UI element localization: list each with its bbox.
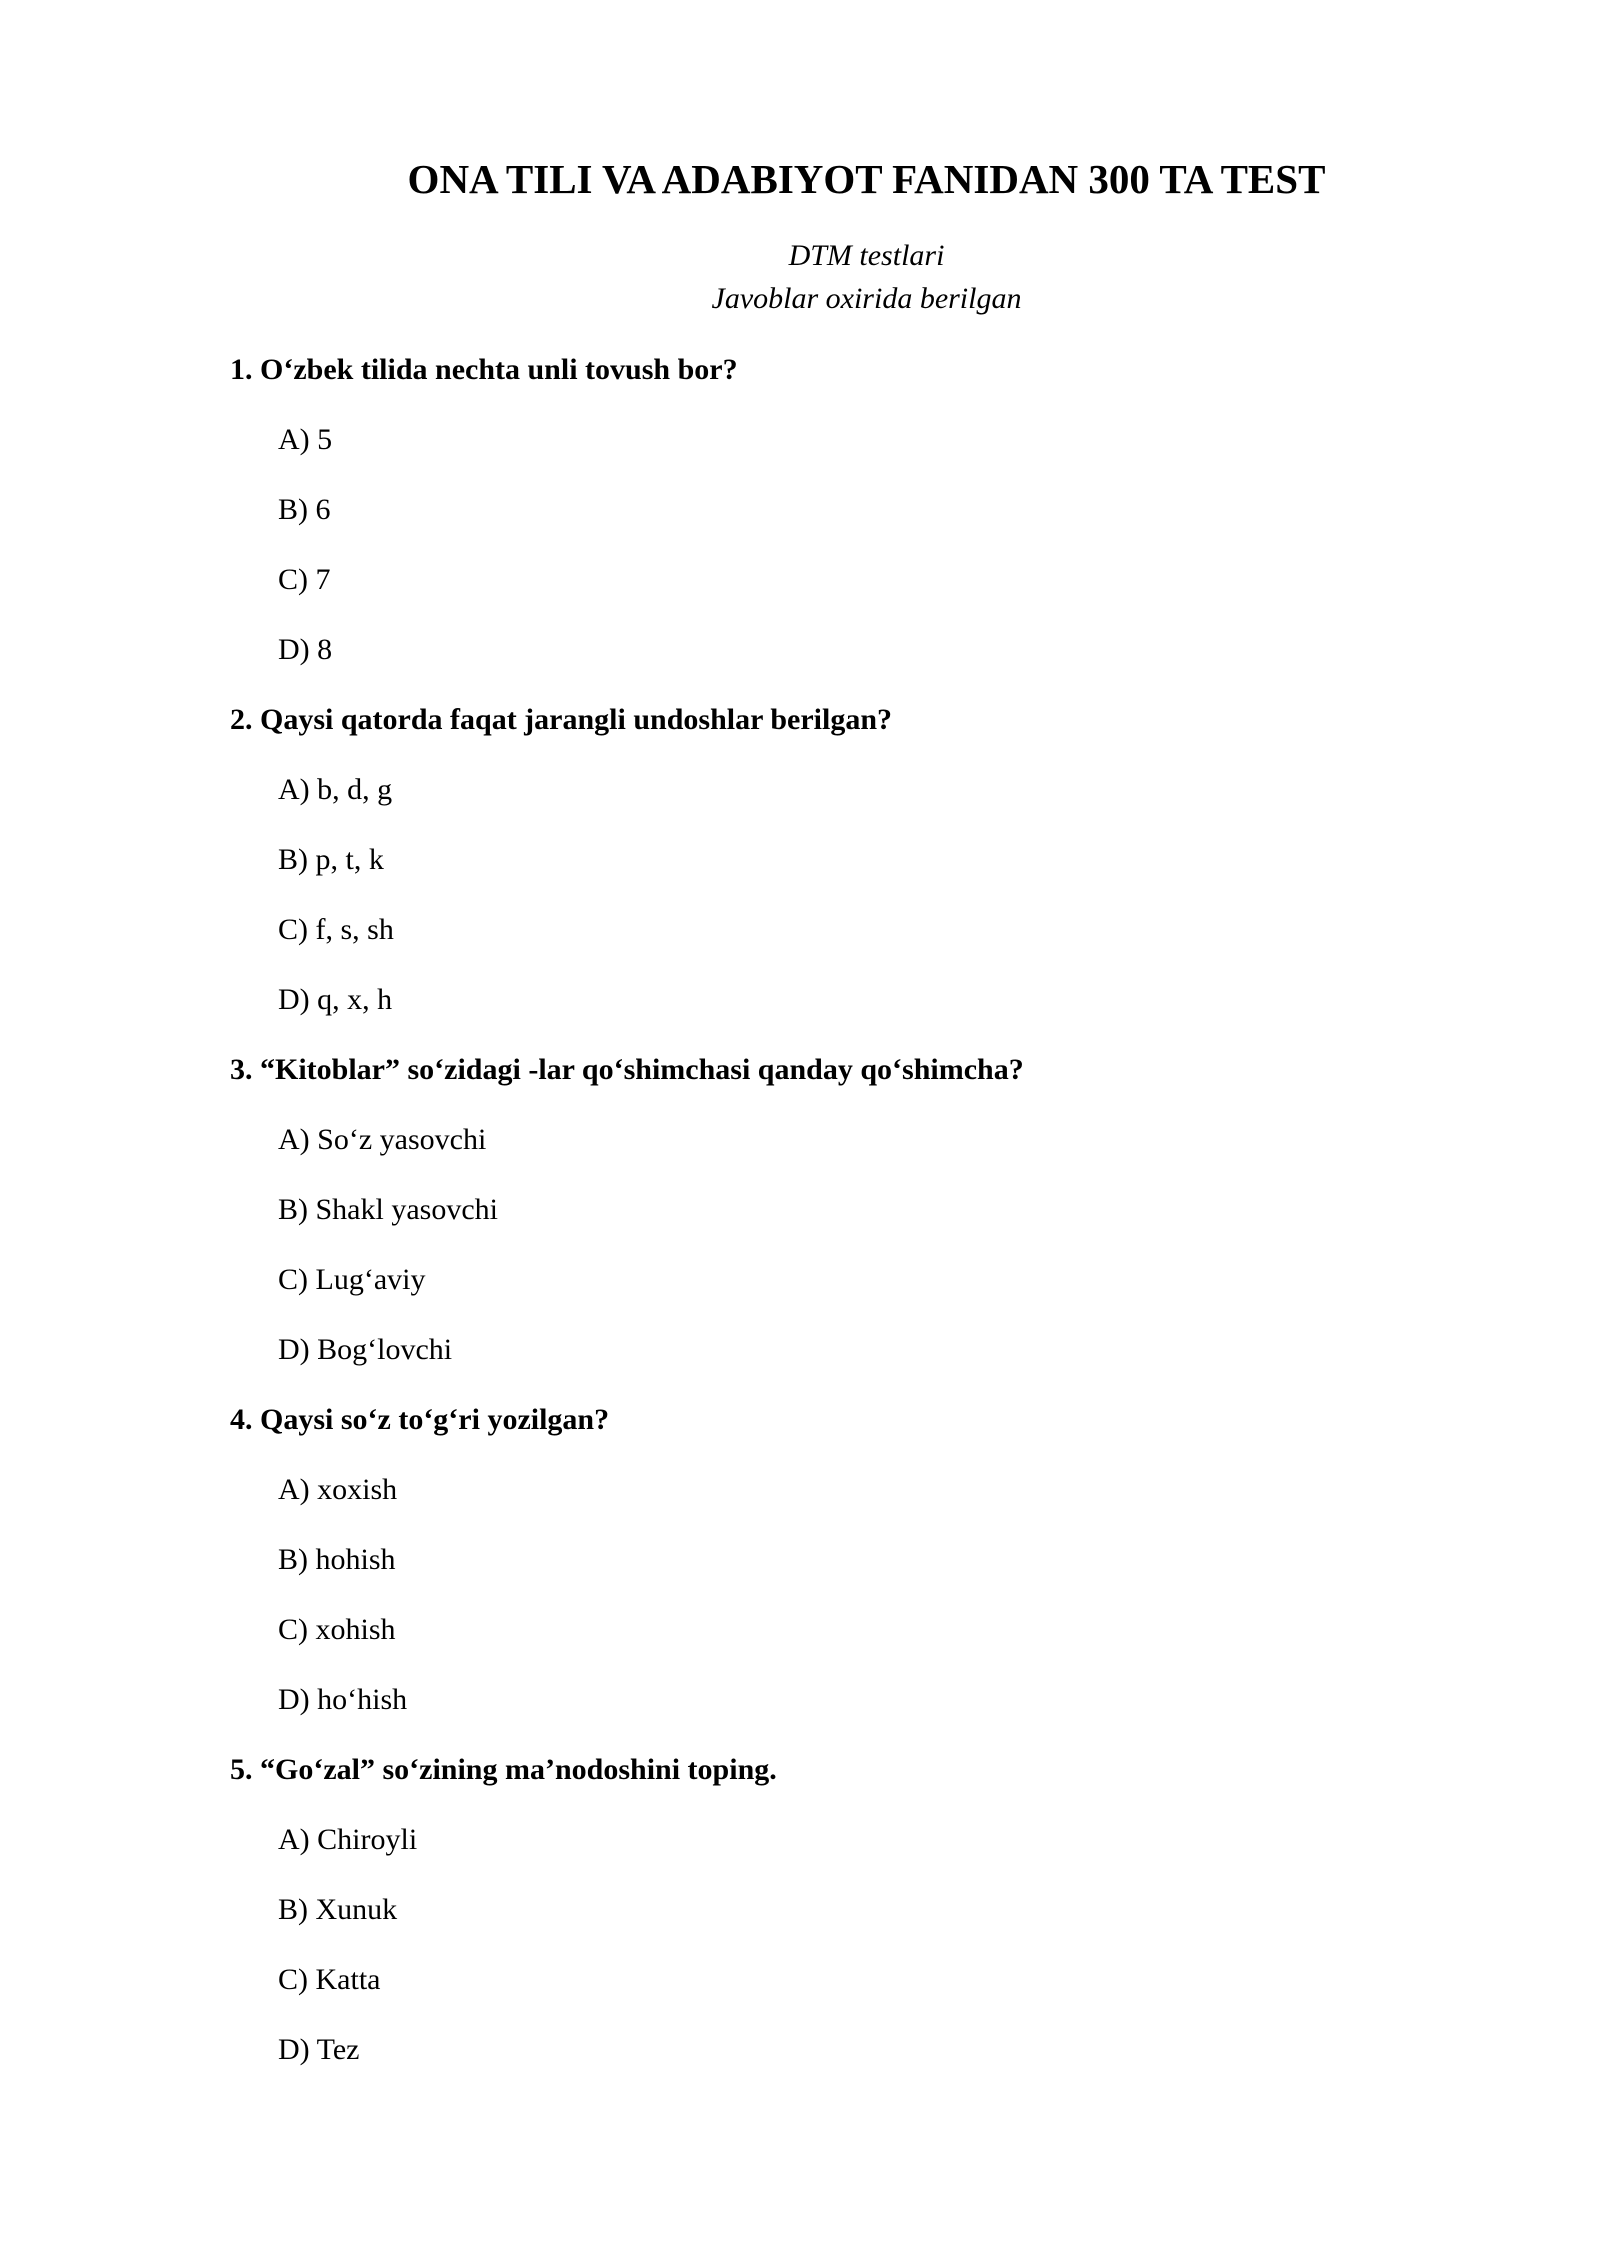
question-list xyxy=(230,344,1430,2094)
subtitle-line-1: DTM testlari xyxy=(788,239,945,272)
answer-option: A) 5 xyxy=(278,423,333,456)
question-item xyxy=(230,344,1430,694)
answer-option: A) xoxish xyxy=(278,1473,398,1506)
answer-option: C) 7 xyxy=(278,563,331,596)
question-text: 3. “Kitoblar” so‘zidagi -lar qo‘shimchasi qanday qo‘shimcha? xyxy=(230,1053,1024,1086)
answer-option: D) Tez xyxy=(278,2033,360,2066)
answer-option: C) Katta xyxy=(278,1963,381,1996)
answer-option: A) Chiroyli xyxy=(278,1823,418,1856)
answer-option: C) Lug‘aviy xyxy=(278,1263,426,1296)
answer-option: D) 8 xyxy=(278,633,333,666)
answer-option: B) 6 xyxy=(278,493,331,526)
answer-option: B) hohish xyxy=(278,1543,396,1576)
question-text: 4. Qaysi so‘z to‘g‘ri yozilgan? xyxy=(230,1403,610,1436)
question-text: 5. “Go‘zal” so‘zining ma’nodoshini toping. xyxy=(230,1753,777,1786)
question-item xyxy=(230,1394,1430,1744)
question-item xyxy=(230,694,1430,1044)
document-subtitle xyxy=(0,234,1600,320)
answer-option: D) Bog‘lovchi xyxy=(278,1333,453,1366)
document-title: ONA TILI VA ADABIYOT FANIDAN 300 TA TEST xyxy=(407,156,1326,202)
answer-option: B) Shakl yasovchi xyxy=(278,1193,498,1226)
answer-option: D) q, x, h xyxy=(278,983,393,1016)
question-text: 1. O‘zbek tilida nechta unli tovush bor? xyxy=(230,353,738,386)
answer-option: D) ho‘hish xyxy=(278,1683,408,1716)
answer-option: C) xohish xyxy=(278,1613,396,1646)
answer-option: B) p, t, k xyxy=(278,843,384,876)
question-item xyxy=(230,1744,1430,2094)
answer-option: C) f, s, sh xyxy=(278,913,394,946)
answer-option: A) So‘z yasovchi xyxy=(278,1123,487,1156)
question-text: 2. Qaysi qatorda faqat jarangli undoshlar berilgan? xyxy=(230,703,893,736)
subtitle-line-2: Javoblar oxirida berilgan xyxy=(711,282,1022,315)
question-item xyxy=(230,1044,1430,1394)
answer-option: A) b, d, g xyxy=(278,773,393,806)
answer-option: B) Xunuk xyxy=(278,1893,398,1926)
